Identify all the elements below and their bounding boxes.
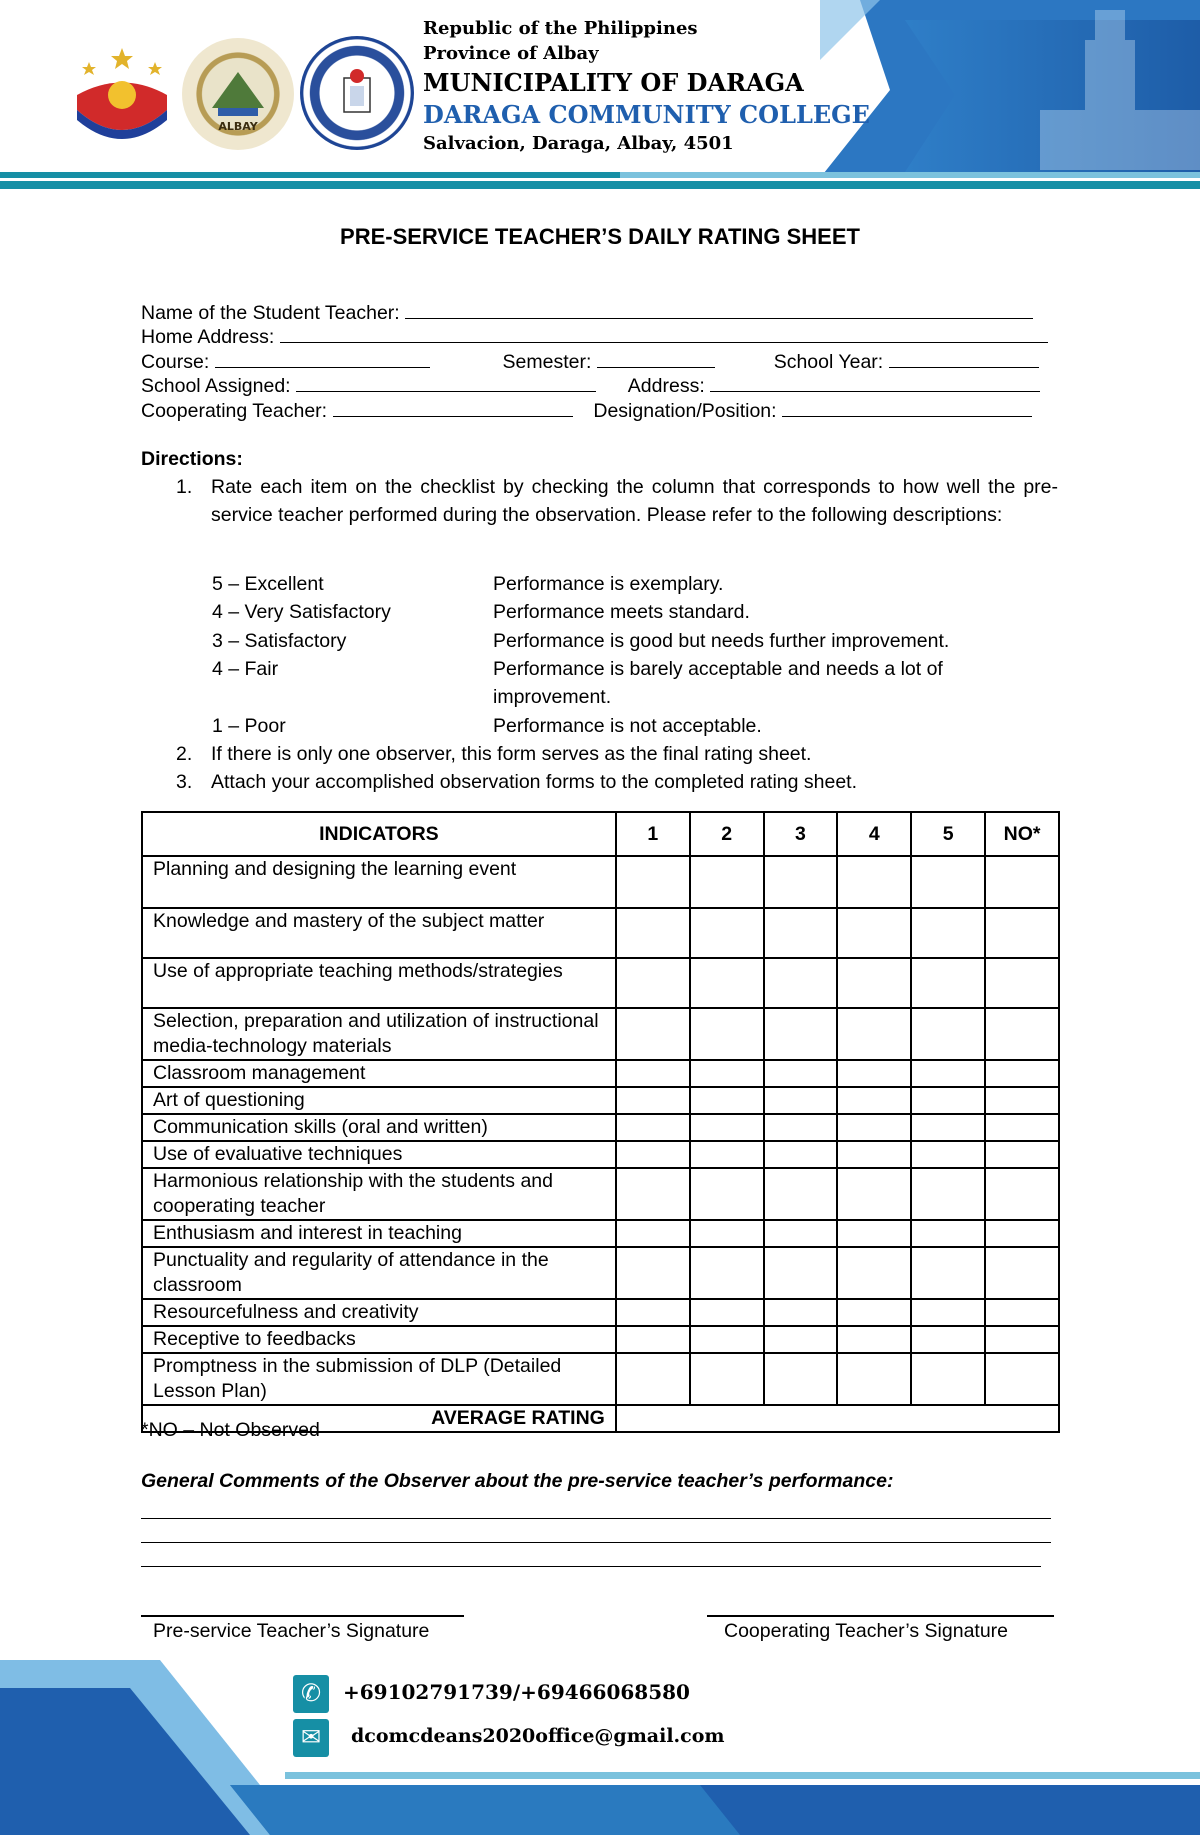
- cooperating-teacher-blank[interactable]: [333, 398, 573, 417]
- rating-cell-4[interactable]: [837, 958, 911, 1008]
- not-observed-cell[interactable]: [985, 1060, 1059, 1087]
- header-rating-3: 3: [764, 812, 838, 856]
- school-year-blank[interactable]: [889, 349, 1039, 368]
- table-row: [142, 958, 1059, 1008]
- rating-cell-1[interactable]: [616, 1008, 690, 1060]
- rating-cell-3[interactable]: [764, 1141, 838, 1168]
- school-address-blank[interactable]: [710, 373, 1040, 392]
- philippine-emblem-logo: [67, 40, 177, 150]
- rating-cell-5[interactable]: [911, 1114, 985, 1141]
- school-assigned-blank[interactable]: [296, 373, 596, 392]
- footer: [0, 1660, 1200, 1835]
- student-name-label: Name of the Student Teacher:: [141, 302, 400, 324]
- rating-cell-5[interactable]: [911, 1353, 985, 1405]
- phone-icon: ✆: [293, 1675, 329, 1713]
- indicator-cell: Harmonious relationship with the students and cooperating teacher: [142, 1168, 616, 1220]
- rating-cell-1[interactable]: [616, 1299, 690, 1326]
- direction-2-number: 2.: [176, 743, 193, 765]
- table-header-row: [142, 812, 1059, 856]
- direction-3-text: Attach your accomplished observation forms to the completed rating sheet.: [211, 771, 858, 793]
- school-address-label: Address:: [627, 375, 705, 397]
- indicator-cell: Knowledge and mastery of the subject matter: [142, 908, 616, 958]
- header-rating-2: 2: [690, 812, 764, 856]
- municipality-seal-logo: [182, 38, 294, 150]
- indicator-cell: Receptive to feedbacks: [142, 1326, 616, 1353]
- header-rating-5: 5: [911, 812, 985, 856]
- header-not-observed: NO*: [985, 812, 1059, 856]
- scale-2-label: 4 – Very Satisfactory: [212, 601, 391, 623]
- rating-cell-2[interactable]: [690, 958, 764, 1008]
- indicator-cell: Punctuality and regularity of attendance in the classroom: [142, 1247, 616, 1299]
- rating-cell-2[interactable]: [690, 1087, 764, 1114]
- indicator-cell: Promptness in the submission of DLP (Detailed Lesson Plan): [142, 1353, 616, 1405]
- not-observed-cell[interactable]: [985, 1087, 1059, 1114]
- indicator-cell: Use of evaluative techniques: [142, 1141, 616, 1168]
- rating-cell-2[interactable]: [690, 1141, 764, 1168]
- rating-cell-2[interactable]: [690, 1326, 764, 1353]
- header-rating-1: 1: [616, 812, 690, 856]
- header-province: Province of Albay: [423, 43, 599, 64]
- not-observed-cell[interactable]: [985, 1247, 1059, 1299]
- scale-3-label: 3 – Satisfactory: [212, 630, 347, 652]
- not-observed-cell[interactable]: [985, 1141, 1059, 1168]
- rating-cell-2[interactable]: [690, 1060, 764, 1087]
- letterhead: [0, 0, 1200, 200]
- rating-cell-2[interactable]: [690, 1220, 764, 1247]
- scale-1-desc: Performance is exemplary.: [493, 573, 724, 595]
- rating-table-body: [142, 856, 1059, 1405]
- rating-cell-4[interactable]: [837, 1087, 911, 1114]
- comment-line-1[interactable]: [141, 1518, 1051, 1519]
- semester-label: Semester:: [502, 351, 592, 373]
- rating-cell-1[interactable]: [616, 1326, 690, 1353]
- not-observed-cell[interactable]: [985, 958, 1059, 1008]
- indicator-cell: Communication skills (oral and written): [142, 1114, 616, 1141]
- rating-cell-1[interactable]: [616, 1141, 690, 1168]
- directions-heading: Directions:: [141, 448, 243, 470]
- scale-2-desc: Performance meets standard.: [493, 601, 750, 623]
- rating-cell-2[interactable]: [690, 1247, 764, 1299]
- field-school-row: [141, 373, 1040, 398]
- designation-blank[interactable]: [782, 398, 1032, 417]
- school-assigned-label: School Assigned:: [141, 375, 291, 397]
- left-signature-caption: Pre-service Teacher’s Signature: [153, 1620, 430, 1642]
- designation-label: Designation/Position:: [593, 400, 777, 422]
- rating-cell-1[interactable]: [616, 1247, 690, 1299]
- scale-4-label: 4 – Fair: [212, 658, 279, 680]
- rating-cell-3[interactable]: [764, 958, 838, 1008]
- college-seal-logo: [300, 36, 414, 150]
- footer-light-stripe: [285, 1772, 1200, 1779]
- seal-albay-label: ALBAY: [218, 120, 258, 133]
- seal-mountain-icon: [182, 38, 294, 150]
- field-cooperating-row: [141, 398, 1032, 423]
- direction-3-number: 3.: [176, 771, 193, 793]
- rating-cell-1[interactable]: [616, 1220, 690, 1247]
- rating-cell-2[interactable]: [690, 1353, 764, 1405]
- field-home-address: [141, 324, 1048, 349]
- header-college: DARAGA COMMUNITY COLLEGE: [423, 100, 870, 129]
- rating-cell-4[interactable]: [837, 1008, 911, 1060]
- header-rating-4: 4: [837, 812, 911, 856]
- rating-cell-4[interactable]: [837, 1353, 911, 1405]
- rating-cell-4[interactable]: [837, 1060, 911, 1087]
- rating-cell-1[interactable]: [616, 1060, 690, 1087]
- cooperating-teacher-label: Cooperating Teacher:: [141, 400, 328, 422]
- not-observed-cell[interactable]: [985, 1353, 1059, 1405]
- rating-cell-5[interactable]: [911, 856, 985, 908]
- table-row: [142, 1168, 1059, 1220]
- rating-cell-5[interactable]: [911, 1326, 985, 1353]
- table-row: [142, 856, 1059, 908]
- rating-cell-4[interactable]: [837, 908, 911, 958]
- course-label: Course:: [141, 351, 210, 373]
- rating-cell-5[interactable]: [911, 1299, 985, 1326]
- rating-cell-4[interactable]: [837, 1326, 911, 1353]
- header-teal-bar: [0, 181, 1200, 189]
- header-teal-stripe: [0, 172, 620, 178]
- comments-heading: General Comments of the Observer about the pre-service teacher’s performance:: [141, 1470, 894, 1492]
- comment-line-2[interactable]: [141, 1542, 1051, 1543]
- scale-5-label: 1 – Poor: [212, 715, 286, 737]
- header-indicators: INDICATORS: [142, 812, 616, 856]
- rating-cell-3[interactable]: [764, 1220, 838, 1247]
- field-course-row: [141, 349, 1039, 374]
- rating-cell-3[interactable]: [764, 1326, 838, 1353]
- rating-cell-1[interactable]: [616, 1087, 690, 1114]
- rating-cell-3[interactable]: [764, 1247, 838, 1299]
- average-value-cell[interactable]: [616, 1405, 1059, 1432]
- indicator-cell: Art of questioning: [142, 1087, 616, 1114]
- comment-line-3[interactable]: [141, 1566, 1041, 1567]
- rating-cell-4[interactable]: [837, 1141, 911, 1168]
- rating-cell-1[interactable]: [616, 856, 690, 908]
- rating-cell-5[interactable]: [911, 1247, 985, 1299]
- scale-5-desc: Performance is not acceptable.: [493, 715, 762, 737]
- not-observed-cell[interactable]: [985, 908, 1059, 958]
- rating-cell-5[interactable]: [911, 958, 985, 1008]
- student-name-blank[interactable]: [405, 300, 1033, 319]
- indicator-cell: Enthusiasm and interest in teaching: [142, 1220, 616, 1247]
- not-observed-cell[interactable]: [985, 856, 1059, 908]
- rating-cell-3[interactable]: [764, 1060, 838, 1087]
- rating-cell-2[interactable]: [690, 1008, 764, 1060]
- field-student-name: [141, 300, 1033, 325]
- rating-cell-2[interactable]: [690, 1168, 764, 1220]
- home-address-blank[interactable]: [280, 324, 1048, 343]
- not-observed-cell[interactable]: [985, 1008, 1059, 1060]
- phone-number[interactable]: +69102791739/+69466068580: [343, 1680, 690, 1704]
- rating-cell-3[interactable]: [764, 1299, 838, 1326]
- indicator-cell: Planning and designing the learning event: [142, 856, 616, 908]
- table-row: [142, 1247, 1059, 1299]
- table-row: [142, 1008, 1059, 1060]
- rating-cell-5[interactable]: [911, 1060, 985, 1087]
- table-row: [142, 1326, 1059, 1353]
- table-row: [142, 1353, 1059, 1405]
- header-address: Salvacion, Daraga, Albay, 4501: [423, 133, 734, 154]
- not-observed-cell[interactable]: [985, 1220, 1059, 1247]
- rating-cell-5[interactable]: [911, 1168, 985, 1220]
- rating-cell-3[interactable]: [764, 856, 838, 908]
- rating-cell-4[interactable]: [837, 1299, 911, 1326]
- rating-cell-5[interactable]: [911, 908, 985, 958]
- rating-cell-5[interactable]: [911, 1141, 985, 1168]
- not-observed-cell[interactable]: [985, 1299, 1059, 1326]
- right-signature-caption: Cooperating Teacher’s Signature: [724, 1620, 1009, 1642]
- table-row: [142, 1114, 1059, 1141]
- table-row: [142, 908, 1059, 958]
- rating-cell-4[interactable]: [837, 1220, 911, 1247]
- email-address[interactable]: dcomcdeans2020office@gmail.com: [351, 1725, 725, 1747]
- footer-blue-accent: [230, 1785, 740, 1835]
- not-observed-cell[interactable]: [985, 1326, 1059, 1353]
- scale-3-desc: Performance is good but needs further improvement.: [493, 630, 950, 652]
- header-municipality: MUNICIPALITY OF DARAGA: [423, 68, 804, 97]
- indicator-cell: Selection, preparation and utilization of instructional media-technology materials: [142, 1008, 616, 1060]
- rating-cell-3[interactable]: [764, 908, 838, 958]
- rating-cell-4[interactable]: [837, 1114, 911, 1141]
- rating-cell-1[interactable]: [616, 958, 690, 1008]
- school-year-label: School Year:: [773, 351, 884, 373]
- not-observed-cell[interactable]: [985, 1114, 1059, 1141]
- direction-1-text: Rate each item on the checklist by checking the column that corresponds to how well the pre-service teacher performed during the observation. Please refer to the following descriptions:: [211, 476, 1058, 526]
- scale-4-desc: Performance is barely acceptable and needs a lot of improvement.: [493, 658, 943, 708]
- direction-2-text: If there is only one observer, this form serves as the final rating sheet.: [211, 743, 812, 765]
- rating-cell-3[interactable]: [764, 1008, 838, 1060]
- indicator-cell: Resourcefulness and creativity: [142, 1299, 616, 1326]
- direction-1-number: 1.: [176, 476, 193, 498]
- email-icon: ✉: [293, 1719, 329, 1757]
- rating-cell-3[interactable]: [764, 1114, 838, 1141]
- table-row: [142, 1299, 1059, 1326]
- table-row: [142, 1220, 1059, 1247]
- home-address-label: Home Address:: [141, 326, 275, 348]
- rating-cell-3[interactable]: [764, 1087, 838, 1114]
- page-title: PRE-SERVICE TEACHER’S DAILY RATING SHEET: [340, 224, 860, 249]
- rating-cell-5[interactable]: [911, 1008, 985, 1060]
- rating-cell-3[interactable]: [764, 1353, 838, 1405]
- table-row: [142, 1141, 1059, 1168]
- header-republic: Republic of the Philippines: [423, 18, 698, 39]
- rating-cell-4[interactable]: [837, 856, 911, 908]
- scale-1-label: 5 – Excellent: [212, 573, 324, 595]
- rating-cell-2[interactable]: [690, 1114, 764, 1141]
- rating-cell-1[interactable]: [616, 1168, 690, 1220]
- rating-cell-3[interactable]: [764, 1168, 838, 1220]
- rating-cell-4[interactable]: [837, 1168, 911, 1220]
- rating-cell-5[interactable]: [911, 1087, 985, 1114]
- rating-cell-1[interactable]: [616, 1353, 690, 1405]
- rating-table: [141, 811, 1060, 1433]
- table-row: [142, 1060, 1059, 1087]
- rating-cell-5[interactable]: [911, 1220, 985, 1247]
- rating-cell-4[interactable]: [837, 1247, 911, 1299]
- rating-cell-1[interactable]: [616, 1114, 690, 1141]
- seal-building-icon: [300, 36, 414, 150]
- course-blank[interactable]: [215, 349, 430, 368]
- semester-blank[interactable]: [597, 349, 715, 368]
- table-row: [142, 1087, 1059, 1114]
- not-observed-cell[interactable]: [985, 1168, 1059, 1220]
- rating-cell-2[interactable]: [690, 1299, 764, 1326]
- rating-cell-2[interactable]: [690, 908, 764, 958]
- indicator-cell: Use of appropriate teaching methods/strategies: [142, 958, 616, 1008]
- rating-cell-1[interactable]: [616, 908, 690, 958]
- average-label: AVERAGE RATING: [142, 1405, 616, 1432]
- footnote: *NO – Not Observed: [141, 1419, 320, 1441]
- rating-cell-2[interactable]: [690, 856, 764, 908]
- header-light-stripe: [620, 172, 1200, 178]
- indicator-cell: Classroom management: [142, 1060, 616, 1087]
